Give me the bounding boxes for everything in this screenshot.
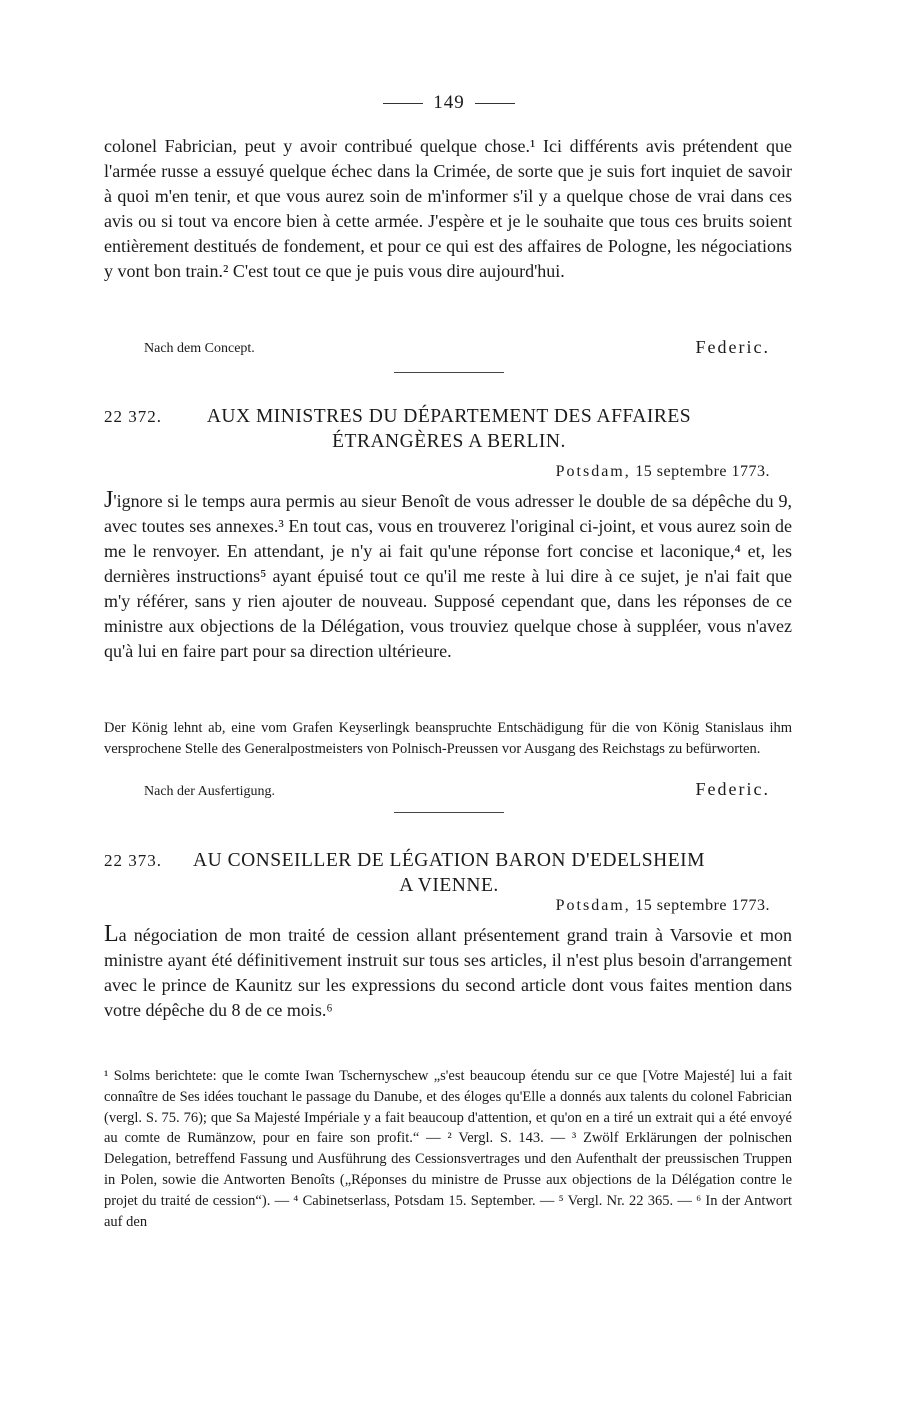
letter2-date: 15 septembre 1773. <box>635 897 770 914</box>
page-number-dash-right <box>475 103 515 104</box>
letter1-place: Potsdam, <box>555 463 631 480</box>
letter1-body: J'ignore si le temps aura permis au sieur Benoît de vous adresser le double de sa dépêche du 9, avec toutes ses annexes.³ En tout cas, vous en trouverez l'original ci-joint, et vous aurez soin de me le renvoyer. En attendant, je n'y ai fait qu'une réponse fort concise et laconique,⁴ et, les dernières instructions⁵ ayant épuisé tout ce qu'il me reste à lui dire à ce sujet, je n'ai fait que m'y référer, sans y rien ajouter de nouveau. Supposé cependant que, dans les réponses de ce ministre aux objections de la Délégation, vous trouviez quelque chose à suppléer, vous n'avez qu'à lui en faire part pour sa direction ultérieure. <box>104 487 792 661</box>
letter1-heading-line1: AUX MINISTRES DU DÉPARTEMENT DES AFFAIRES <box>206 406 692 427</box>
letter1-date: 15 septembre 1773. <box>635 463 770 480</box>
footnotes: ¹ Solms berichtete: que le comte Iwan Tschernyschew „s'est beaucoup étendu sur ce que [Votre Majesté] lui a fait connaître de Ses idées touchant le passage du Danube, et des éloges qu'Elle a donnés aux talents du colonel Fabrician (vergl. S. 75. 76); que Sa Majesté Impériale y a fait beaucoup d'attention, et qu'on en a tiré un extrait qui a été envoyé au comte de Rumänzow, pour en faire son profit.“ — ² Vergl. S. 143. — ³ Zwölf Erklärungen der polnischen Delegation, betreffend Fassung und Ausführung des Cessionsvertrages und den Aufenthalt der preussischen Truppen in Polen, sowie die Antworten Benoîts („Réponses du ministre de Prusse aux objections de la Délégation contre le projet du traité de cession“). — ⁴ Cabinetserlass, Potsdam 15. September. — ⁵ Vergl. Nr. 22 365. — ⁶ In der Antwort auf den <box>104 1068 792 1230</box>
section-divider <box>394 812 504 813</box>
letter2-body: La négociation de mon traité de cession allant présentement grand train à Varsovie et mon ministre ayant été définitivement instruit sur tous ses articles, il n'est plus besoin d'arrangement avec le prince de Kaunitz sur les expressions du second article dont vous faites mention dans votre dépêche du 8 de ce mois.⁶ <box>104 921 792 1020</box>
letter1-source: Nach der Ausfertigung. <box>144 784 276 799</box>
letter1-signature: Federic. <box>695 779 770 799</box>
intro-paragraph: colonel Fabrician, peut y avoir contribué quelque chose.¹ Ici différents avis prétendent que l'armée russe a essuyé quelque échec dans la Crimée, de sorte que je suis fort inquiet de savoir à quoi m'en tenir, et que vous aurez soin de m'informer s'il y a quelque chose de vrai dans ces avis ou si tout va encore bien à cette armée. J'espère et je le souhaite que tous ces bruits soient entièrement destitués de fondement, et pour ce qui est des affaires de Pologne, les négociations y vont bon train.² C'est tout ce que je puis vous dire aujourd'hui. <box>104 136 792 281</box>
section-divider <box>394 372 504 373</box>
letter2-heading <box>104 848 794 898</box>
letter1-note: Der König lehnt ab, eine vom Grafen Keyserlingk beanspruchte Entschädigung für die von König Stanislaus ihm versprochene Stelle des Generalpostmeisters von Polnisch-Preussen vor Ausgang des Reichstags zu befürworten. <box>104 720 792 757</box>
letter2-number: 22 373. <box>104 851 162 870</box>
page-number-dash-left <box>383 103 423 104</box>
page-number: 149 <box>104 92 794 114</box>
letter1-heading-line2: ÉTRANGÈRES A BERLIN. <box>332 431 566 452</box>
intro-signature: Federic. <box>695 337 770 357</box>
letter1-dropcap: J <box>104 487 114 513</box>
intro-source: Nach dem Concept. <box>144 341 255 356</box>
letter2-heading-line1: AU CONSEILLER DE LÉGATION BARON D'EDELSHEIM <box>193 850 705 871</box>
letter1-heading <box>104 404 794 454</box>
letter2-dropcap: L <box>104 921 119 947</box>
letter2-heading-line2: A VIENNE. <box>399 875 499 896</box>
letter2-dateline <box>556 897 770 915</box>
letter2-place: Potsdam, <box>555 897 631 914</box>
letter1-number: 22 372. <box>104 407 162 426</box>
letter1-dateline <box>556 463 770 481</box>
